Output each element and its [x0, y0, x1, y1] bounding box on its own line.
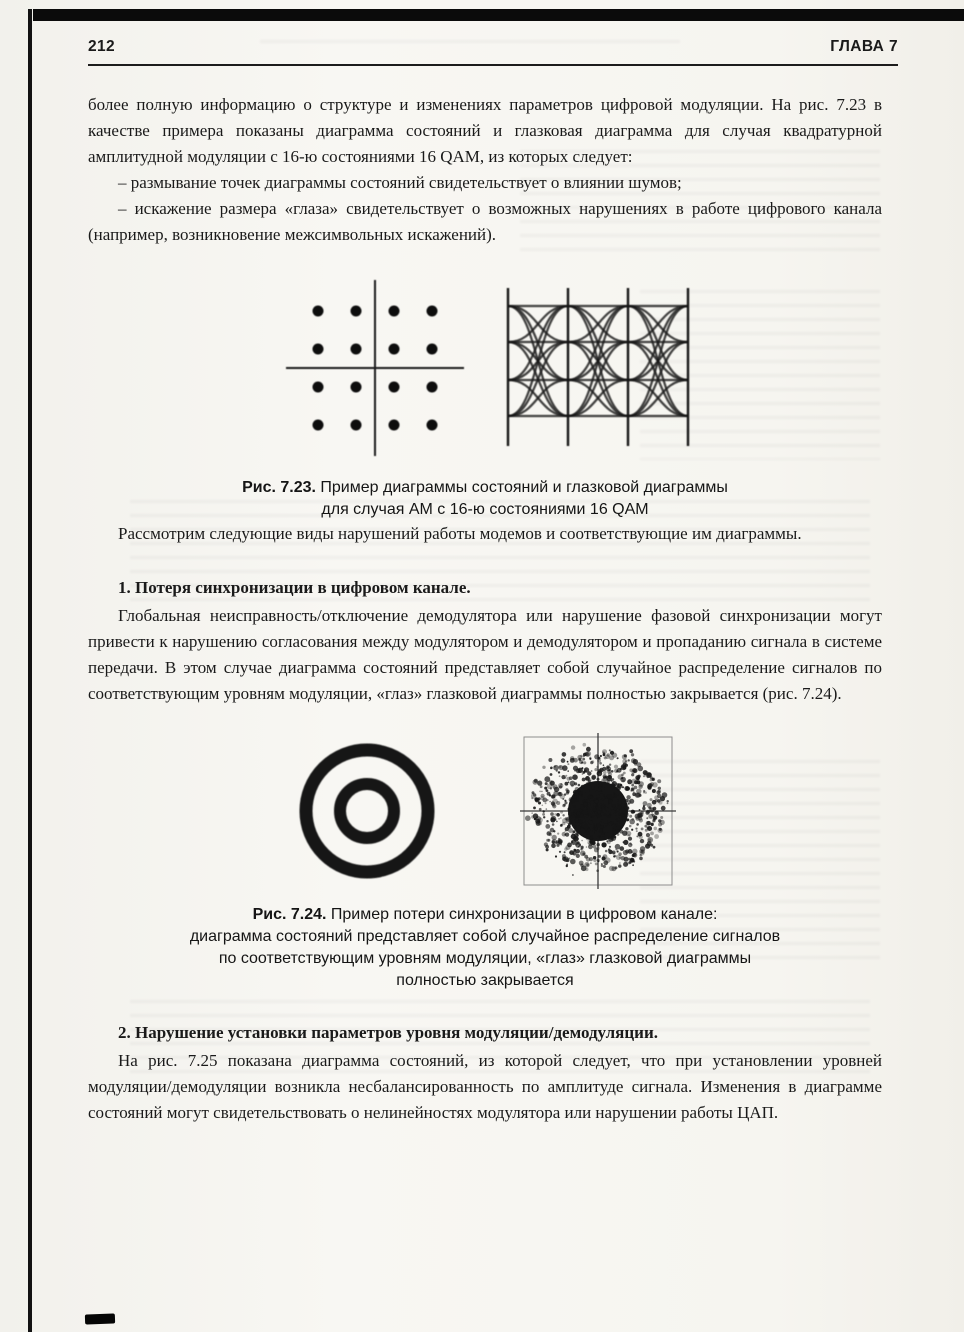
figure-label: Рис. 7.24.: [252, 906, 327, 923]
section-2-paragraph: На рис. 7.25 показана диаграмма состояний, из которой следует, что при установлении уровней модуляции/демодуляции возникла несбалансированность по амплитуде сигнала. Изменения в диаграмме состояний могут свидетельствовать о нелинейностях модулятора или нарушении работы ЦАП.: [88, 1051, 882, 1122]
figure-7-23: [88, 274, 882, 521]
page-header: [88, 38, 898, 56]
paragraph-transition: Рассмотрим следующие виды нарушений работы модемов и соответствующие им диаграммы.: [118, 524, 802, 543]
ring-state-diagram: [292, 733, 442, 889]
eye-diagram-traces: [508, 306, 688, 416]
list-item: – искажение размера «глаза» свидетельствует о возможных нарушениях в работе цифрового канала (например, возникновение межсимвольных искажений).: [88, 199, 882, 244]
figure-7-23-caption: Рис. 7.23. Пример диаграммы состояний и глазковой диаграммы для случая АМ с 16-ю состояниями 16 QAM: [242, 479, 728, 518]
list-item: – размывание точек диаграммы состояний свидетельствует о влиянии шумов;: [118, 173, 682, 192]
scan-corner-mark: [85, 1313, 115, 1324]
header-rule: [88, 64, 898, 66]
constellation-and-eye-diagram: [270, 274, 700, 462]
section-1-heading: 1. Потеря синхронизации в цифровом канале.: [118, 578, 471, 597]
figure-7-24: [88, 733, 882, 992]
chapter-label: ГЛАВА 7: [830, 38, 898, 55]
page-content: [88, 92, 882, 1126]
paragraph-intro: более полную информацию о структуре и изменениях параметров цифровой модуляции. На рис. 7.23 в качестве примера показаны диаграмма состояний и глазковая диаграмма для случая квадратурной амплитудной модуляции с 16-ю состояниями 16 QAM, из которых следует:: [88, 95, 882, 166]
section-2-heading: 2. Нарушение установки параметров уровня модуляции/демодуляции.: [118, 1023, 658, 1042]
scan-edge-left: [28, 9, 32, 1332]
page-number: 212: [88, 38, 116, 55]
figure-label: Рис. 7.23.: [242, 479, 316, 496]
noise-cloud: [525, 743, 669, 876]
section-1-paragraph: Глобальная неисправность/отключение демодулятора или нарушение фазовой синхронизации могут привести к нарушению согласования между модулятором и демодулятором и пропаданию сигнала в системе передачи. В этом случае диаграмма состояний представляет собой случайное распределение сигналов по соответствующим уровням модуляции, «глаз» глазковой диаграммы полностью закрывается (рис. 7.24).: [88, 606, 882, 703]
figure-7-24-caption: Рис. 7.24. Пример потери синхронизации в цифровом канале: диаграмма состояний представляет собой случайное распределение сигналов по соответствующим уровням модуляции, «глаз» глазковой диаграммы полностью закрывается: [189, 906, 781, 989]
noise-blob-diagram: [518, 733, 678, 889]
scan-edge-top: [33, 9, 964, 21]
figure-7-24-row: [88, 733, 882, 889]
